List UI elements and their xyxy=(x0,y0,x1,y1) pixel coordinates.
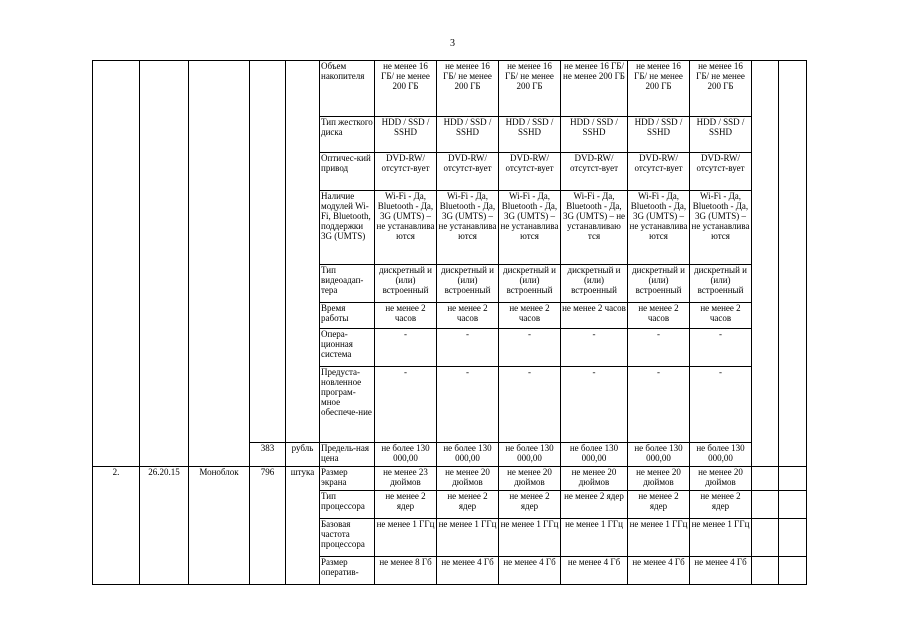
characteristic-value: не менее 16 ГБ/ не менее 200 ГБ xyxy=(628,61,690,117)
empty-cell xyxy=(250,61,286,443)
price-value: не более 130 000,00 xyxy=(690,443,752,467)
characteristic-value: - xyxy=(375,329,437,367)
characteristic-value: не менее 2 ядер xyxy=(561,491,628,519)
table-row xyxy=(93,467,807,491)
empty-cell xyxy=(779,557,807,585)
empty-cell xyxy=(93,61,140,467)
empty-cell xyxy=(286,61,320,443)
characteristic-value: DVD-RW/отсутст-вует xyxy=(690,153,752,191)
characteristic-value: - xyxy=(561,367,628,443)
empty-cell xyxy=(752,557,779,585)
characteristic-value: не менее 2 часов xyxy=(561,303,628,329)
characteristic-value: не менее 2 часов xyxy=(375,303,437,329)
characteristic-value: DVD-RW/отсутст-вует xyxy=(628,153,690,191)
price-value: не более 130 000,00 xyxy=(499,443,561,467)
characteristic-name: Тип процессора xyxy=(320,491,375,519)
characteristic-name: Тип видеоадап-тера xyxy=(320,265,375,303)
characteristic-value: HDD / SSD / SSHD xyxy=(690,117,752,153)
characteristic-value: дискретный и (или) встроенный xyxy=(375,265,437,303)
price-value: не более 130 000,00 xyxy=(561,443,628,467)
characteristic-value: - xyxy=(628,367,690,443)
empty-cell xyxy=(140,61,189,467)
empty-cell xyxy=(779,61,807,467)
characteristic-value: не менее 2 часов xyxy=(690,303,752,329)
characteristic-value: - xyxy=(561,329,628,367)
characteristic-value: HDD / SSD / SSHD xyxy=(561,117,628,153)
characteristic-value: не менее 2 ядер xyxy=(375,491,437,519)
price-value: не более 130 000,00 xyxy=(437,443,499,467)
price-value: не более 130 000,00 xyxy=(375,443,437,467)
characteristic-value: дискретный и (или) встроенный xyxy=(628,265,690,303)
characteristic-value: не менее 4 Гб xyxy=(499,557,561,585)
unit-name: штука xyxy=(286,467,320,585)
characteristic-value: DVD-RW/отсутст-вует xyxy=(561,153,628,191)
characteristic-value: не менее 1 ГГц xyxy=(437,519,499,557)
characteristic-value: - xyxy=(499,367,561,443)
item-number: 2. xyxy=(93,467,140,585)
characteristic-value: - xyxy=(437,367,499,443)
characteristic-value: не менее 23 дюймов xyxy=(375,467,437,491)
characteristic-value: не менее 2 часов xyxy=(437,303,499,329)
characteristic-name: Объем накопителя xyxy=(320,61,375,117)
empty-cell xyxy=(779,519,807,557)
characteristic-value: не менее 1 ГГц xyxy=(375,519,437,557)
characteristic-value: не менее 4 Гб xyxy=(561,557,628,585)
characteristic-value: - xyxy=(437,329,499,367)
empty-cell xyxy=(752,467,779,491)
characteristic-value: не менее 2 часов xyxy=(499,303,561,329)
characteristic-value: не менее 4 Гб xyxy=(437,557,499,585)
characteristic-value: HDD / SSD / SSHD xyxy=(375,117,437,153)
characteristic-value: Wi-Fi - Да, Bluetooth - Да, 3G (UMTS) – не устанавливаю тся xyxy=(561,191,628,265)
characteristic-value: не менее 16 ГБ/ не менее 200 ГБ xyxy=(690,61,752,117)
characteristic-value: не менее 4 Гб xyxy=(690,557,752,585)
characteristic-value: HDD / SSD / SSHD xyxy=(628,117,690,153)
characteristic-value: дискретный и (или) встроенный xyxy=(690,265,752,303)
characteristic-value: HDD / SSD / SSHD xyxy=(437,117,499,153)
characteristic-value: не менее 16 ГБ/ не менее 200 ГБ xyxy=(561,61,628,117)
characteristic-name: Размер оператив- xyxy=(320,557,375,585)
page-number: 3 xyxy=(450,38,455,49)
unit-name: рубль xyxy=(286,443,320,467)
characteristic-value: не менее 1 ГГц xyxy=(499,519,561,557)
characteristic-value: - xyxy=(690,329,752,367)
characteristic-name: Базовая частота процессора xyxy=(320,519,375,557)
characteristic-value: - xyxy=(499,329,561,367)
empty-cell xyxy=(189,61,250,467)
characteristic-value: DVD-RW/отсутст-вует xyxy=(437,153,499,191)
empty-cell xyxy=(752,61,779,467)
characteristic-value: - xyxy=(690,367,752,443)
okpd-code: 26.20.15 xyxy=(140,467,189,585)
empty-cell xyxy=(752,491,779,519)
characteristic-value: не менее 20 дюймов xyxy=(690,467,752,491)
characteristic-value: дискретный и (или) встроенный xyxy=(437,265,499,303)
item-name: Моноблок xyxy=(189,467,250,585)
specifications-table xyxy=(92,60,807,585)
characteristic-name: Размер экрана xyxy=(320,467,375,491)
characteristic-value: не менее 1 ГГц xyxy=(628,519,690,557)
characteristic-value: DVD-RW/отсутст-вует xyxy=(375,153,437,191)
characteristic-value: не менее 2 часов xyxy=(628,303,690,329)
unit-code: 796 xyxy=(250,467,286,585)
characteristic-value: не менее 4 Гб xyxy=(628,557,690,585)
empty-cell xyxy=(779,491,807,519)
characteristic-name: Наличие модулей Wi-Fi, Bluetooth, поддержки 3G (UMTS) xyxy=(320,191,375,265)
unit-code: 383 xyxy=(250,443,286,467)
characteristic-value: не менее 1 ГГц xyxy=(690,519,752,557)
table-row xyxy=(93,61,807,117)
characteristic-value: не менее 2 ядер xyxy=(437,491,499,519)
characteristic-name: Тип жесткого диска xyxy=(320,117,375,153)
characteristic-value: - xyxy=(375,367,437,443)
characteristic-value: Wi-Fi - Да, Bluetooth - Да, 3G (UMTS) – не устанавлива ются xyxy=(375,191,437,265)
characteristic-value: Wi-Fi - Да, Bluetooth - Да, 3G (UMTS) – не устанавлива ются xyxy=(437,191,499,265)
characteristic-value: Wi-Fi - Да, Bluetooth - Да, 3G (UMTS) – не устанавлива ются xyxy=(499,191,561,265)
characteristic-value: не менее 2 ядер xyxy=(690,491,752,519)
characteristic-value: не менее 2 ядер xyxy=(499,491,561,519)
characteristic-value: Wi-Fi - Да, Bluetooth - Да, 3G (UMTS) – не устанавлива ются xyxy=(628,191,690,265)
characteristic-value: - xyxy=(628,329,690,367)
empty-cell xyxy=(779,467,807,491)
characteristic-name: Оптичес-кий привод xyxy=(320,153,375,191)
characteristic-name: Предель-ная цена xyxy=(320,443,375,467)
characteristic-value: дискретный и (или) встроенный xyxy=(499,265,561,303)
characteristic-name: Опера-ционная система xyxy=(320,329,375,367)
characteristic-value: не менее 20 дюймов xyxy=(499,467,561,491)
characteristic-value: не менее 1 ГГц xyxy=(561,519,628,557)
characteristic-value: не менее 20 дюймов xyxy=(561,467,628,491)
characteristic-value: не менее 8 Гб xyxy=(375,557,437,585)
characteristic-value: DVD-RW/отсутст-вует xyxy=(499,153,561,191)
characteristic-value: не менее 16 ГБ/ не менее 200 ГБ xyxy=(437,61,499,117)
characteristic-name: Предуста-новленное програм-мное обеспече-ние xyxy=(320,367,375,443)
characteristic-value: не менее 2 ядер xyxy=(628,491,690,519)
characteristic-value: HDD / SSD / SSHD xyxy=(499,117,561,153)
empty-cell xyxy=(752,519,779,557)
characteristic-name: Время работы xyxy=(320,303,375,329)
characteristic-value: не менее 16 ГБ/ не менее 200 ГБ xyxy=(375,61,437,117)
characteristic-value: не менее 20 дюймов xyxy=(437,467,499,491)
characteristic-value: не менее 16 ГБ/ не менее 200 ГБ xyxy=(499,61,561,117)
characteristic-value: не менее 20 дюймов xyxy=(628,467,690,491)
characteristic-value: дискретный и (или) встроенный xyxy=(561,265,628,303)
price-value: не более 130 000,00 xyxy=(628,443,690,467)
characteristic-value: Wi-Fi - Да, Bluetooth - Да, 3G (UMTS) – не устанавлива ются xyxy=(690,191,752,265)
